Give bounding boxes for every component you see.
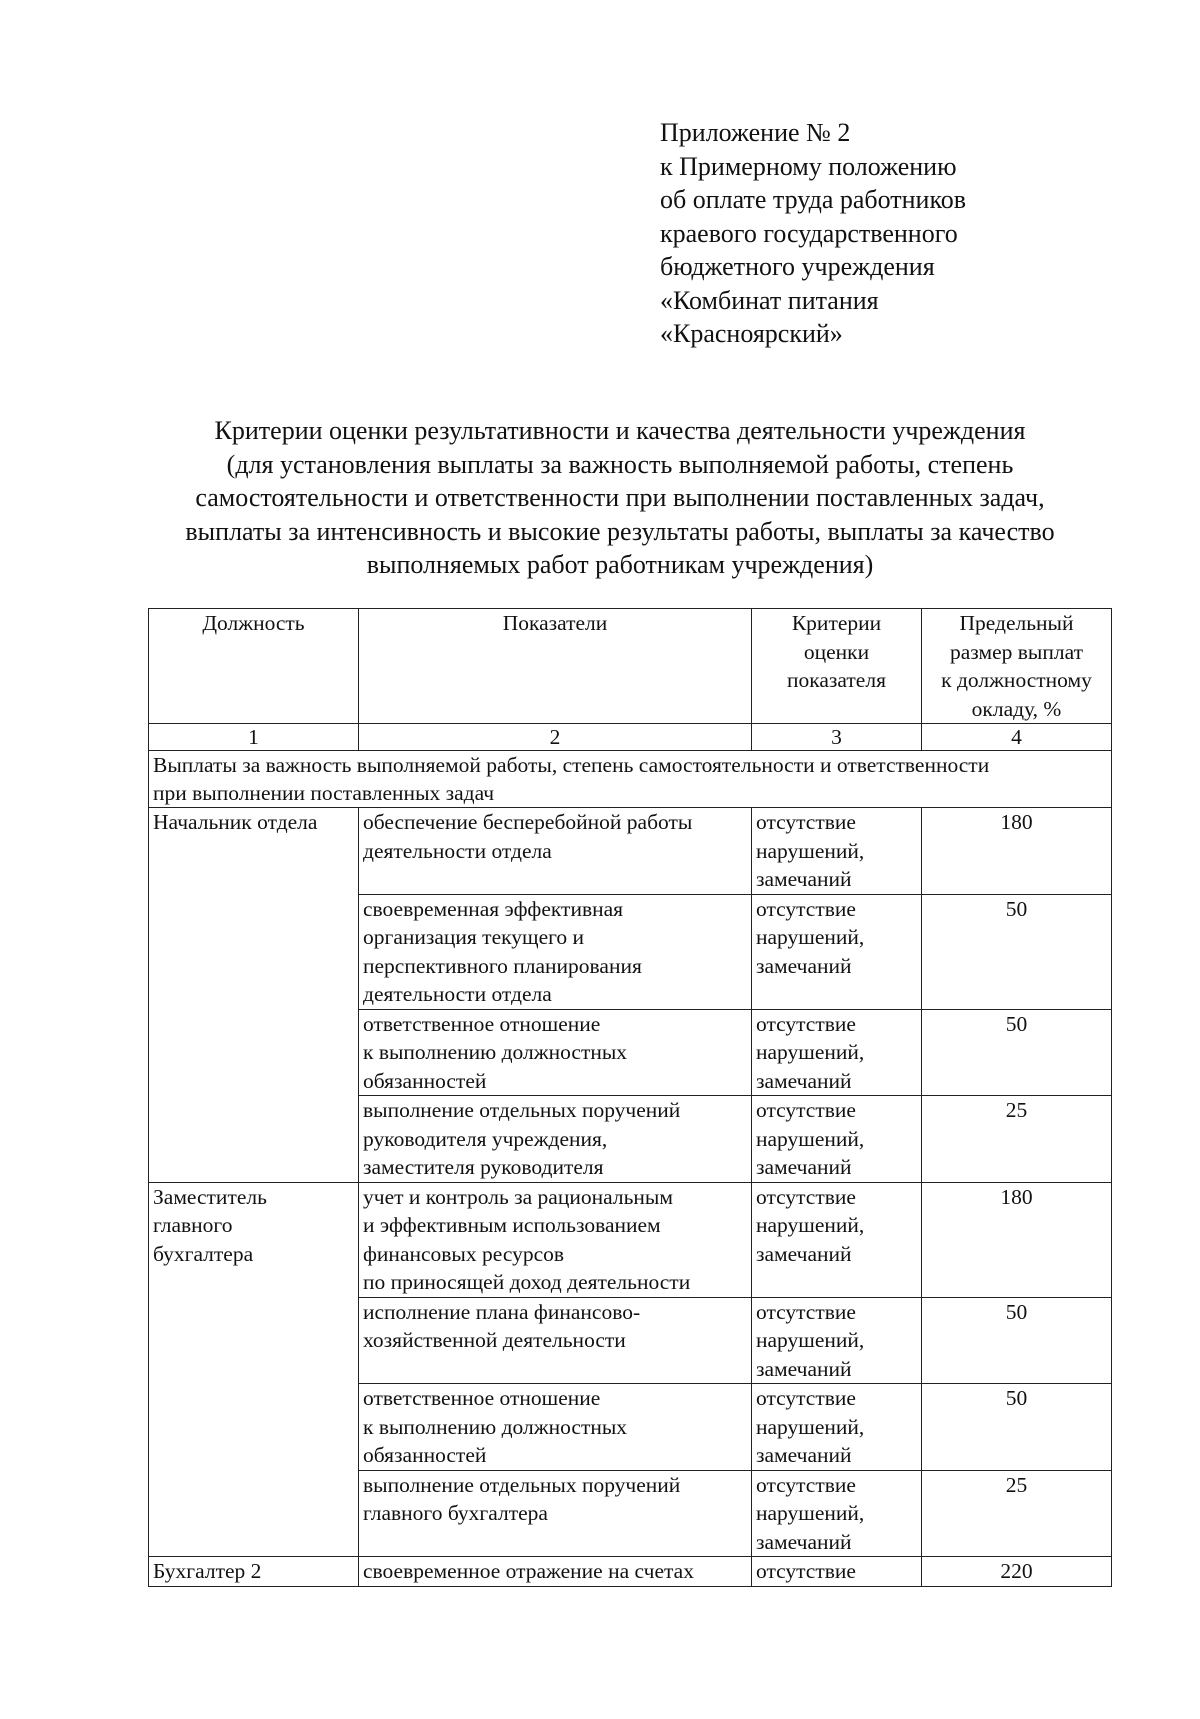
indicator-line: своевременное отражение на счетах bbox=[363, 1559, 694, 1583]
header-limit bbox=[922, 609, 1112, 724]
criterion-cell bbox=[752, 894, 922, 1009]
criterion-cell bbox=[752, 1470, 922, 1557]
header-limit-line: размер выплат bbox=[950, 639, 1083, 664]
criterion-line: замечаний bbox=[756, 1155, 852, 1179]
title-line: выплаты за интенсивность и высокие результаты работы, выплаты за качество bbox=[185, 516, 1055, 546]
header-criteria-line: показателя bbox=[787, 668, 886, 692]
criterion-line: отсутствие bbox=[756, 1098, 856, 1122]
criterion-line: замечаний bbox=[756, 1529, 852, 1554]
indicator-line: учет и контроль за рациональным bbox=[363, 1184, 673, 1209]
position-line: Бухгалтер 2 bbox=[153, 1559, 262, 1583]
indicator-line: руководителя учреждения, bbox=[363, 1126, 608, 1151]
title-line: выполняемых работ работникам учреждения) bbox=[366, 550, 874, 579]
header-limit-line: окладу, % bbox=[971, 696, 1062, 721]
document-title bbox=[140, 414, 1100, 582]
indicator-line: ответственное отношение bbox=[363, 1386, 601, 1410]
criterion-cell bbox=[752, 1009, 922, 1096]
indicator-cell bbox=[359, 1182, 752, 1297]
indicator-line: выполнение отдельных поручений bbox=[363, 1098, 681, 1122]
criterion-line: отсутствие bbox=[756, 1559, 856, 1583]
header-position: Должность bbox=[149, 609, 359, 724]
appendix-note bbox=[660, 116, 966, 351]
header-indicators: Показатели bbox=[359, 609, 752, 724]
indicator-line: деятельности отдела bbox=[363, 982, 552, 1006]
indicator-line: главного бухгалтера bbox=[363, 1501, 548, 1525]
indicator-line: и эффективным использованием bbox=[363, 1213, 661, 1237]
table-row bbox=[149, 1557, 1112, 1587]
section-title-line: при выполнении поставленных задач bbox=[153, 781, 495, 805]
indicator-line: выполнение отдельных поручений bbox=[363, 1472, 681, 1497]
criterion-line: замечаний bbox=[756, 1443, 852, 1467]
position-cell bbox=[149, 808, 359, 1183]
section-title bbox=[149, 751, 1112, 808]
column-number: 3 bbox=[752, 724, 922, 751]
indicator-line: к выполнению должностных bbox=[363, 1040, 628, 1064]
appendix-line: «Комбинат питания bbox=[660, 285, 879, 315]
limit-value-cell: 50 bbox=[922, 1009, 1112, 1096]
criterion-cell bbox=[752, 808, 922, 895]
header-criteria-line: Критерии bbox=[791, 611, 882, 635]
position-line: главного bbox=[153, 1213, 233, 1237]
criterion-line: отсутствие bbox=[756, 1386, 856, 1410]
indicator-line: своевременная эффективная bbox=[363, 896, 624, 921]
indicator-line: обязанностей bbox=[363, 1443, 487, 1467]
appendix-line: «Красноярский» bbox=[660, 319, 843, 348]
criterion-cell bbox=[752, 1557, 922, 1587]
criterion-line: нарушений, bbox=[756, 1414, 865, 1439]
criterion-cell bbox=[752, 1096, 922, 1183]
column-number: 2 bbox=[359, 724, 752, 751]
limit-value-cell: 50 bbox=[922, 894, 1112, 1009]
position-line: бухгалтера bbox=[153, 1241, 254, 1266]
position-cell bbox=[149, 1557, 359, 1587]
appendix-line: краевого государственного bbox=[660, 218, 958, 248]
indicator-cell bbox=[359, 1009, 752, 1096]
criterion-line: нарушений, bbox=[756, 1501, 865, 1525]
criterion-cell bbox=[752, 1384, 922, 1471]
indicator-cell bbox=[359, 808, 752, 895]
criterion-line: замечаний bbox=[756, 1356, 852, 1381]
table-row bbox=[149, 808, 1112, 895]
limit-value-cell: 25 bbox=[922, 1096, 1112, 1183]
criteria-table-body bbox=[149, 609, 1112, 1587]
indicator-line: исполнение плана финансово- bbox=[363, 1299, 641, 1324]
indicator-line: организация текущего и bbox=[363, 925, 585, 949]
criterion-line: нарушений, bbox=[756, 925, 865, 949]
header-criteria-line: оценки bbox=[803, 639, 870, 664]
indicator-line: ответственное отношение bbox=[363, 1011, 601, 1036]
criterion-line: замечаний bbox=[756, 1068, 852, 1093]
indicator-line: деятельности отдела bbox=[363, 838, 552, 863]
section-row bbox=[149, 751, 1112, 808]
criterion-line: замечаний bbox=[756, 953, 852, 978]
criterion-line: нарушений, bbox=[756, 1328, 865, 1352]
criterion-line: нарушений, bbox=[756, 838, 865, 863]
title-line: самостоятельности и ответственности при выполнении поставленных задач, bbox=[195, 483, 1045, 512]
title-line: (для установления выплаты за важность выполняемой работы, степень bbox=[226, 449, 1014, 479]
criterion-line: отсутствие bbox=[756, 896, 856, 921]
title-line: Критерии оценки результативности и качества деятельности учреждения bbox=[214, 416, 1026, 445]
criterion-line: отсутствие bbox=[756, 1184, 856, 1209]
position-line: Начальник отдела bbox=[153, 810, 318, 834]
indicator-line: к выполнению должностных bbox=[363, 1414, 628, 1439]
indicator-line: заместителя руководителя bbox=[363, 1155, 604, 1179]
criterion-line: отсутствие bbox=[756, 1299, 856, 1324]
indicator-line: обеспечение бесперебойной работы bbox=[363, 810, 693, 834]
criterion-line: нарушений, bbox=[756, 1040, 865, 1064]
limit-value-cell: 25 bbox=[922, 1470, 1112, 1557]
criterion-line: замечаний bbox=[756, 867, 852, 891]
criterion-line: отсутствие bbox=[756, 810, 856, 834]
indicator-cell bbox=[359, 1557, 752, 1587]
criterion-cell bbox=[752, 1297, 922, 1384]
header-limit-line: к должностному bbox=[941, 668, 1092, 692]
indicator-cell bbox=[359, 894, 752, 1009]
indicator-line: перспективного планирования bbox=[363, 953, 642, 978]
appendix-line: Приложение № 2 bbox=[660, 118, 851, 147]
column-number-row bbox=[149, 724, 1112, 751]
criterion-line: замечаний bbox=[756, 1241, 852, 1266]
criteria-table bbox=[148, 608, 1112, 1587]
appendix-line: к Примерному положению bbox=[660, 151, 957, 181]
position-line: Заместитель bbox=[153, 1184, 267, 1209]
criterion-cell bbox=[752, 1182, 922, 1297]
position-cell bbox=[149, 1182, 359, 1557]
criterion-line: нарушений, bbox=[756, 1213, 865, 1237]
indicator-line: по приносящей доход деятельности bbox=[363, 1270, 691, 1294]
appendix-line: бюджетного учреждения bbox=[660, 252, 935, 281]
indicator-cell bbox=[359, 1297, 752, 1384]
limit-value-cell: 180 bbox=[922, 1182, 1112, 1297]
limit-value-cell: 50 bbox=[922, 1384, 1112, 1471]
limit-value-cell: 180 bbox=[922, 808, 1112, 895]
limit-value-cell: 50 bbox=[922, 1297, 1112, 1384]
criterion-line: нарушений, bbox=[756, 1126, 865, 1151]
indicator-line: финансовых ресурсов bbox=[363, 1241, 565, 1266]
indicator-cell bbox=[359, 1470, 752, 1557]
criterion-line: отсутствие bbox=[756, 1472, 856, 1497]
table-row bbox=[149, 1182, 1112, 1297]
column-number: 4 bbox=[922, 724, 1112, 751]
section-title-line: Выплаты за важность выполняемой работы, степень самостоятельности и ответственности bbox=[153, 753, 990, 777]
indicator-cell bbox=[359, 1096, 752, 1183]
indicator-line: хозяйственной деятельности bbox=[363, 1328, 626, 1352]
criterion-line: отсутствие bbox=[756, 1011, 856, 1036]
limit-value-cell: 220 bbox=[922, 1557, 1112, 1587]
header-criteria bbox=[752, 609, 922, 724]
header-limit-line: Предельный bbox=[959, 611, 1074, 635]
indicator-cell bbox=[359, 1384, 752, 1471]
indicator-line: обязанностей bbox=[363, 1068, 487, 1093]
column-number: 1 bbox=[149, 724, 359, 751]
appendix-line: об оплате труда работников bbox=[660, 185, 967, 214]
header-row bbox=[149, 609, 1112, 724]
